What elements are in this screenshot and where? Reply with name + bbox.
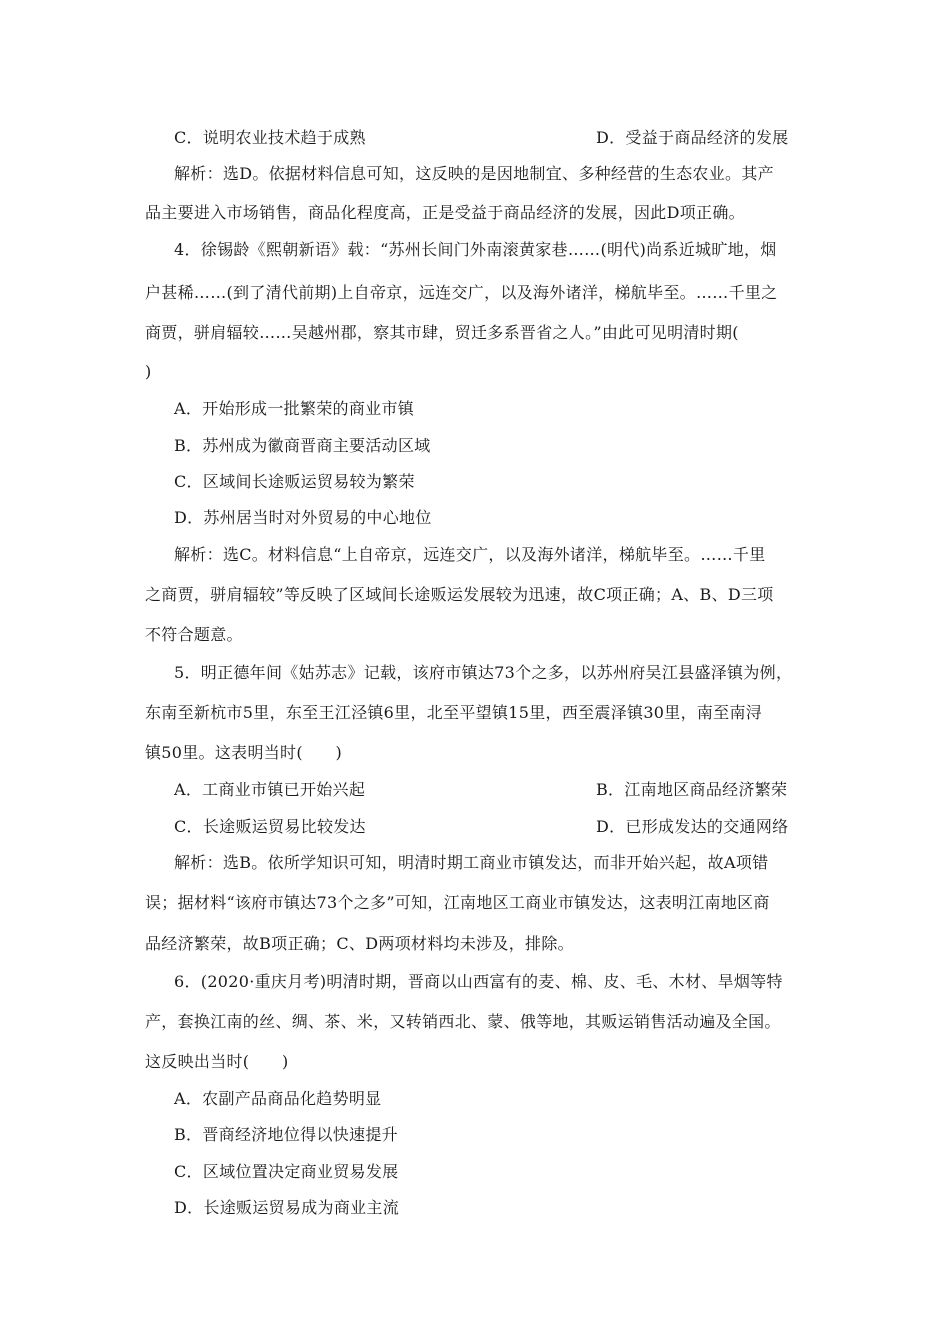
q6-stem-line-3: 这反映出当时( ): [145, 1052, 289, 1071]
q3-analysis-line-1: 解析：选D。依据材料信息可知，这反映的是因地制宜、多种经营的生态农业。其产: [174, 164, 774, 183]
q5-option-a: A．工商业市镇已开始兴起: [174, 780, 366, 799]
q6-option-d: D．长途贩运贸易成为商业主流: [174, 1198, 400, 1217]
q6-option-c: C．区域位置决定商业贸易发展: [174, 1162, 399, 1181]
q6-option-b: B．晋商经济地位得以快速提升: [174, 1125, 398, 1144]
q4-analysis-line-1: 解析：选C。材料信息“上自帝京，远连交广，以及海外诸洋，梯航毕至。……千里: [174, 545, 766, 564]
q3-analysis-line-2: 品主要进入市场销售，商品化程度高，正是受益于商品经济的发展，因此D项正确。: [145, 203, 745, 222]
q4-option-a: A．开始形成一批繁荣的商业市镇: [174, 399, 415, 418]
q5-analysis-line-3: 品经济繁荣，故B项正确；C、D两项材料均未涉及，排除。: [145, 934, 574, 953]
q5-analysis-line-2: 误；据材料“该府市镇达73个之多”可知，江南地区工商业市镇发达，这表明江南地区商: [145, 893, 770, 912]
q4-analysis-line-2: 之商贾，骈肩辐较”等反映了区域间长途贩运发展较为迅速，故C项正确；A、B、D三项: [145, 585, 774, 604]
q5-stem-line-3: 镇50里。这表明当时( ): [145, 743, 343, 762]
q4-option-d: D．苏州居当时对外贸易的中心地位: [174, 508, 432, 527]
q3-option-d: D．受益于商品经济的发展: [596, 128, 789, 147]
q5-option-c: C．长途贩运贸易比较发达: [174, 817, 366, 836]
q6-stem-line-2: 产，套换江南的丝、绸、茶、米，又转销西北、蒙、俄等地，其贩运销售活动遍及全国。: [145, 1012, 781, 1031]
q5-stem-line-2: 东南至新杭市5里，东至王江泾镇6里，北至平望镇15里，西至震泽镇30里，南至南浔: [145, 703, 763, 722]
q4-stem-line-3: 商贾，骈肩辐较……吴越州郡，察其市肆，贸迁多系晋省之人。”由此可见明清时期(: [145, 323, 739, 342]
q5-stem-line-1: 5．明正德年间《姑苏志》记载，该府市镇达73个之多，以苏州府吴江县盛泽镇为例，: [174, 663, 793, 682]
q4-stem-line-4: ): [145, 362, 152, 381]
q3-option-c: C．说明农业技术趋于成熟: [174, 128, 366, 147]
q5-option-b: B．江南地区商品经济繁荣: [596, 780, 788, 799]
q4-option-c: C．区域间长途贩运贸易较为繁荣: [174, 472, 415, 491]
q5-analysis-line-1: 解析：选B。依所学知识可知，明清时期工商业市镇发达，而非开始兴起，故A项错: [174, 853, 769, 872]
q5-option-d: D．已形成发达的交通网络: [596, 817, 789, 836]
q4-analysis-line-3: 不符合题意。: [145, 625, 243, 644]
q6-option-a: A．农副产品商品化趋势明显: [174, 1089, 382, 1108]
q6-stem-line-1: 6．(2020·重庆月考)明清时期，晋商以山西富有的麦、棉、皮、毛、木材、旱烟等特: [174, 972, 783, 991]
q4-option-b: B．苏州成为徽商晋商主要活动区域: [174, 436, 431, 455]
q4-stem-line-2: 户甚稀……(到了清代前期)上自帝京，远连交广，以及海外诸洋，梯航毕至。……千里之: [145, 283, 778, 302]
q4-stem-line-1: 4．徐锡龄《熙朝新语》载：“苏州长间门外南滚黄家巷……(明代)尚系近城旷地，烟: [174, 240, 777, 259]
